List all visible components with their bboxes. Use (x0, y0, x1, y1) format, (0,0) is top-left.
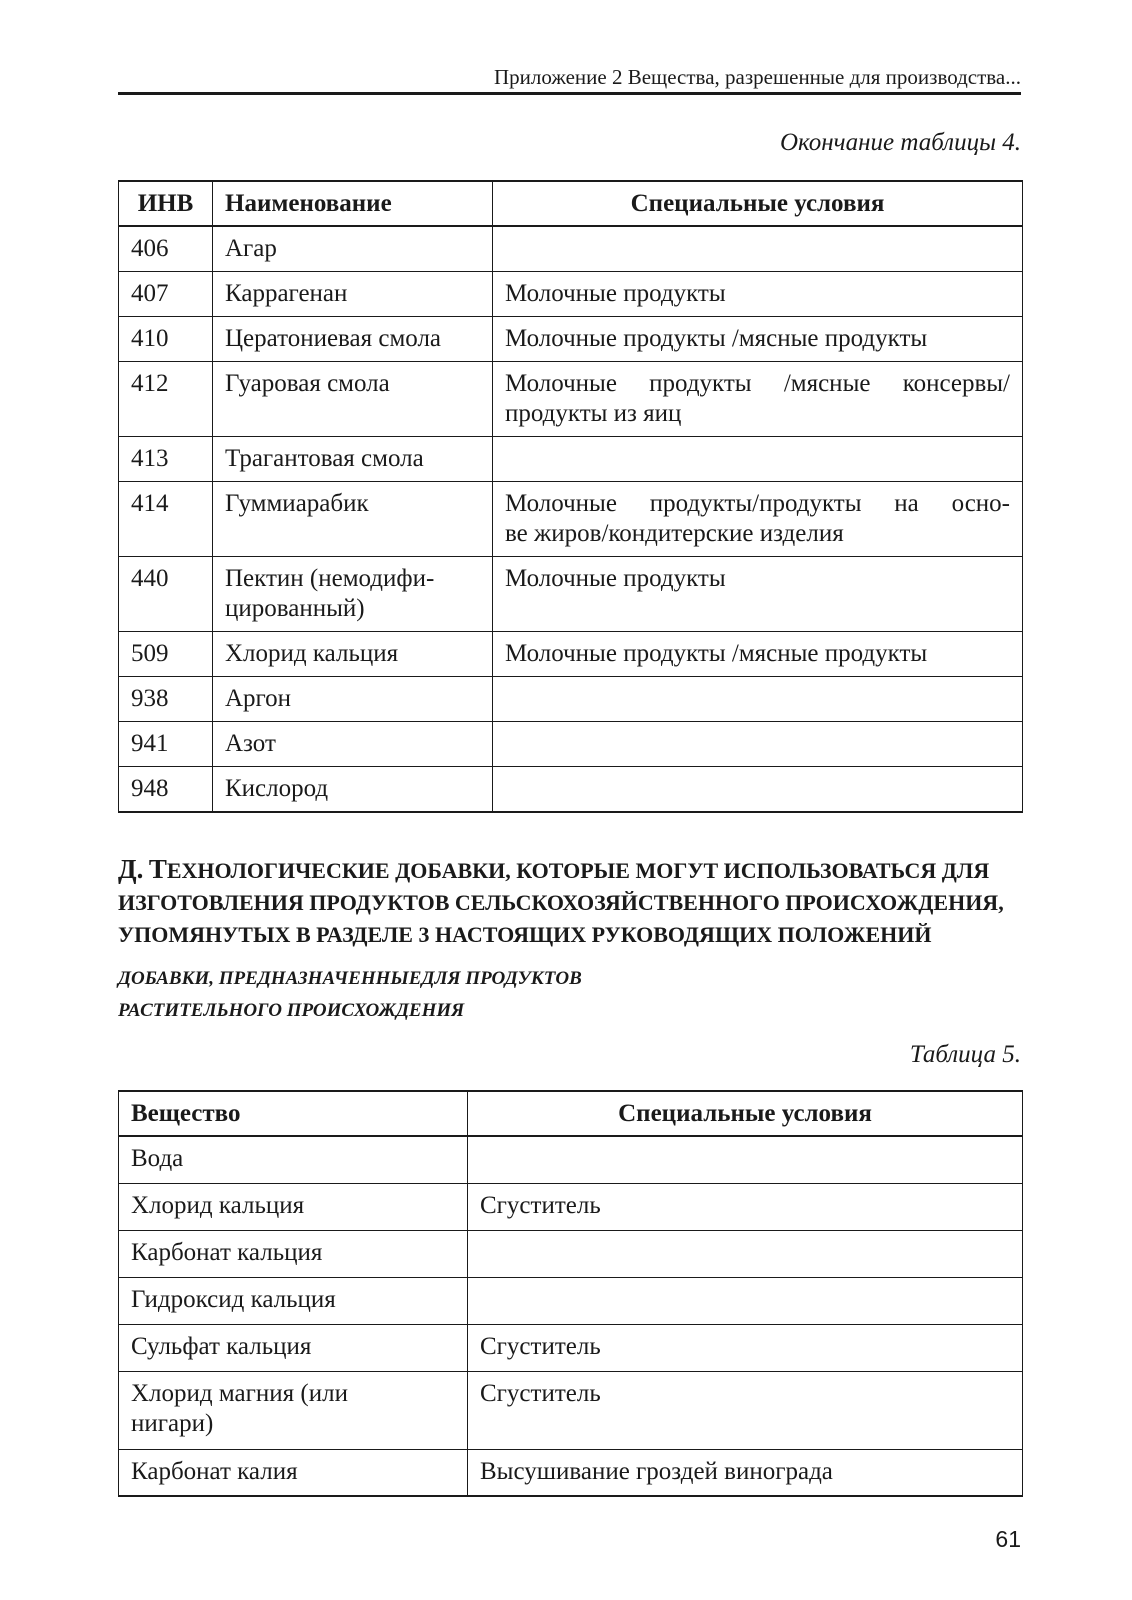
cell-inv: 941 (119, 722, 213, 767)
cell-conditions-line: Молочные продукты/продукты на осно- (505, 490, 1010, 517)
table-row (119, 767, 1023, 813)
header-rule (118, 92, 1021, 95)
cell-name: Агар (213, 226, 493, 272)
table-row (119, 557, 1023, 632)
table-row (119, 632, 1023, 677)
table-header-row (119, 181, 1023, 226)
cell-name: Гуммиарабик (213, 482, 493, 557)
cell-name: Аргон (213, 677, 493, 722)
cell-inv: 407 (119, 272, 213, 317)
cell-name-line: цированный) (225, 595, 365, 622)
cell-inv: 509 (119, 632, 213, 677)
cell-conditions-line: ве жиров/кондитерские изделия (505, 520, 844, 547)
cell-conditions (468, 1230, 1023, 1277)
cell-inv: 413 (119, 437, 213, 482)
cell-conditions (493, 767, 1023, 813)
cell-conditions: Высушивание гроздей винограда (468, 1449, 1023, 1496)
cell-conditions (468, 1136, 1023, 1183)
section-heading-line: УПОМЯНУТЫХ В РАЗДЕЛЕ 3 НАСТОЯЩИХ РУКОВОДЯЩИХ ПОЛОЖЕНИЙ (118, 922, 932, 947)
cell-conditions (493, 437, 1023, 482)
cell-inv: 410 (119, 317, 213, 362)
cell-inv: 414 (119, 482, 213, 557)
cell-substance-line: Хлорид магния (или (131, 1379, 348, 1407)
cell-inv: 938 (119, 677, 213, 722)
table-row (119, 1449, 1023, 1496)
cell-substance: Карбонат калия (119, 1449, 468, 1496)
section-heading-line (118, 853, 1028, 887)
cell-name: Гуаровая смола (213, 362, 493, 437)
section-heading (118, 853, 1028, 951)
cell-conditions: Молочные продукты /мясные продукты (493, 632, 1023, 677)
table-row (119, 1277, 1023, 1324)
table-row (119, 317, 1023, 362)
cell-substance: Гидроксид кальция (119, 1277, 468, 1324)
cell-conditions: Сгуститель (468, 1371, 1023, 1449)
section-heading-line: ИЗГОТОВЛЕНИЯ ПРОДУКТОВ СЕЛЬСКОХОЗЯЙСТВЕННОГО ПРОИСХОЖДЕНИЯ, (118, 890, 1004, 915)
cell-conditions-line: Молочные продукты /мясные консервы/ (505, 370, 1010, 397)
cell-inv: 406 (119, 226, 213, 272)
table-row (119, 437, 1023, 482)
table-row (119, 226, 1023, 272)
section-initial: Т (148, 854, 167, 884)
cell-name-line: Пектин (немодифи- (225, 565, 435, 592)
table-row (119, 482, 1023, 557)
table-row (119, 722, 1023, 767)
cell-conditions: Молочные продукты /мясные продукты (493, 317, 1023, 362)
table-row (119, 1183, 1023, 1230)
cell-name: Кислород (213, 767, 493, 813)
table-header-row (119, 1091, 1023, 1136)
cell-conditions: Сгуститель (468, 1183, 1023, 1230)
table-row (119, 272, 1023, 317)
cell-inv: 440 (119, 557, 213, 632)
cell-conditions (493, 226, 1023, 272)
table-4 (118, 180, 1023, 813)
cell-substance: Хлорид кальция (119, 1183, 468, 1230)
table-5 (118, 1090, 1023, 1497)
cell-conditions: Сгуститель (468, 1324, 1023, 1371)
cell-conditions (493, 722, 1023, 767)
cell-inv: 948 (119, 767, 213, 813)
cell-conditions: Молочные продукты (493, 557, 1023, 632)
cell-substance: Вода (119, 1136, 468, 1183)
header-substance: Вещество (119, 1091, 468, 1136)
cell-name: Каррагенан (213, 272, 493, 317)
cell-conditions (493, 677, 1023, 722)
cell-name: Цератониевая смола (213, 317, 493, 362)
header-inv: ИНВ (119, 181, 213, 226)
cell-name: Азот (213, 722, 493, 767)
section-letter: Д. (118, 854, 144, 884)
table-row (119, 362, 1023, 437)
cell-inv: 412 (119, 362, 213, 437)
table4-caption: Окончание таблицы 4. (779, 129, 1021, 156)
page-number: 61 (995, 1526, 1021, 1552)
table-row (119, 1324, 1023, 1371)
cell-name (213, 557, 493, 632)
header-conditions: Специальные условия (468, 1091, 1023, 1136)
cell-conditions (493, 362, 1023, 437)
cell-substance: Сульфат кальция (119, 1324, 468, 1371)
cell-conditions: Молочные продукты (493, 272, 1023, 317)
cell-substance: Карбонат кальция (119, 1230, 468, 1277)
header-conditions: Специальные условия (493, 181, 1023, 226)
cell-conditions (493, 482, 1023, 557)
cell-name: Трагантовая смола (213, 437, 493, 482)
running-header: Приложение 2 Вещества, разрешенные для производства... (494, 65, 1021, 89)
table5-caption: Таблица 5. (909, 1041, 1021, 1068)
header-name: Наименование (213, 181, 493, 226)
section-heading-text: ЕХНОЛОГИЧЕСКИЕ ДОБАВКИ, КОТОРЫЕ МОГУТ ИСПОЛЬЗОВАТЬСЯ ДЛЯ (166, 858, 990, 883)
cell-name: Хлорид кальция (213, 632, 493, 677)
table-row (119, 1136, 1023, 1183)
cell-substance-line: нигари) (131, 1409, 214, 1437)
subsection-heading-line: ДОБАВКИ, ПРЕДНАЗНАЧЕННЫЕДЛЯ ПРОДУКТОВ (118, 968, 582, 989)
table-row (119, 677, 1023, 722)
cell-conditions (468, 1277, 1023, 1324)
subsection-heading-line: РАСТИТЕЛЬНОГО ПРОИСХОЖДЕНИЯ (118, 1000, 465, 1021)
table-row (119, 1230, 1023, 1277)
cell-conditions-line: продукты из яиц (505, 400, 682, 427)
subsection-heading (118, 963, 1018, 1027)
table-row (119, 1371, 1023, 1449)
cell-substance (119, 1371, 468, 1449)
